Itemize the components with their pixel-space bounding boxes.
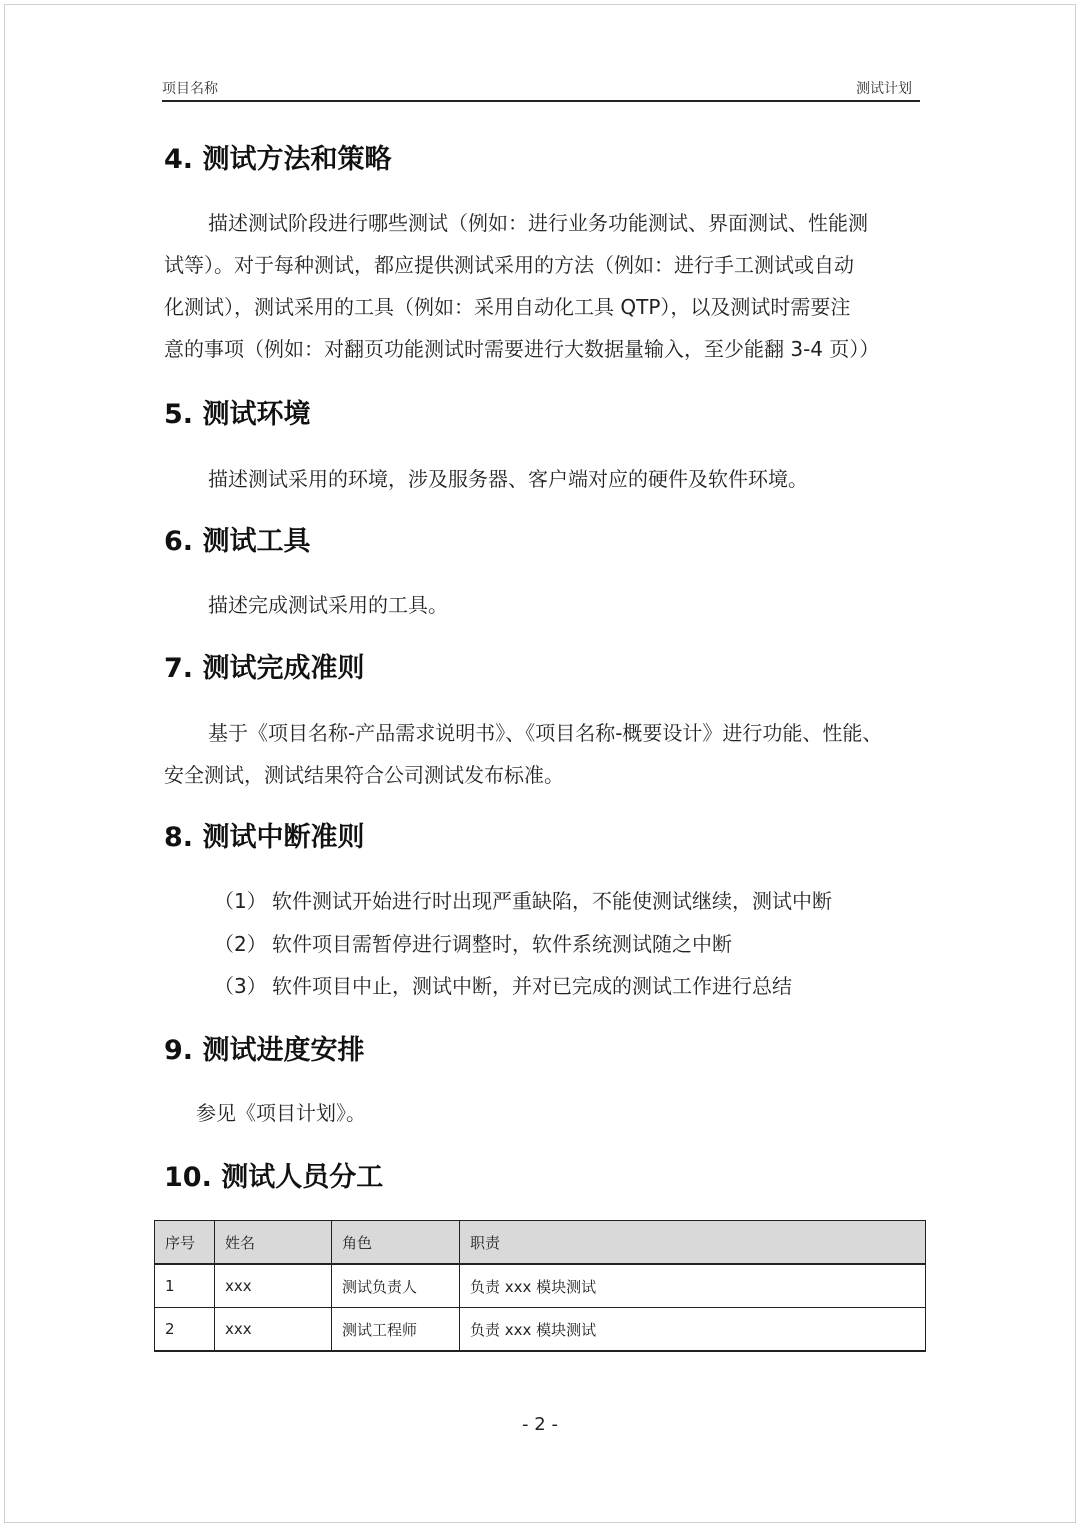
section-4-line: 化测试），测试采用的工具（例如：采用自动化工具 QTP），以及测试时需要注 xyxy=(164,295,851,319)
list-item xyxy=(214,886,832,916)
section-5-title: 5. 测试环境 xyxy=(164,399,311,430)
section-7-title: 7. 测试完成准则 xyxy=(164,653,365,684)
section-4-title: 4. 测试方法和策略 xyxy=(164,144,392,175)
cell-index: 1 xyxy=(155,1264,215,1308)
table-row xyxy=(155,1308,926,1352)
section-8-title: 8. 测试中断准则 xyxy=(164,822,365,853)
section-4-line: 试等）。对于每种测试，都应提供测试采用的方法（例如：进行手工测试或自动 xyxy=(164,253,854,277)
cell-role: 测试负责人 xyxy=(332,1264,460,1308)
table-row xyxy=(155,1264,926,1308)
list-item-text: 软件项目中止，测试中断，并对已完成的测试工作进行总结 xyxy=(272,974,792,998)
section-6-title: 6. 测试工具 xyxy=(164,526,311,557)
section-4-body xyxy=(164,202,924,370)
section-7-line: 基于《项目名称-产品需求说明书》、《项目名称-概要设计》进行功能、性能、 xyxy=(208,721,883,745)
header-project-name: 项目名称 xyxy=(162,81,218,97)
list-item-text: 软件测试开始进行时出现严重缺陷，不能使测试继续，测试中断 xyxy=(272,889,832,913)
section-7-body xyxy=(164,712,924,796)
staff-table xyxy=(154,1220,926,1352)
list-item xyxy=(214,929,732,959)
column-header-name: 姓名 xyxy=(215,1221,332,1265)
cell-index: 2 xyxy=(155,1308,215,1352)
section-6-text: 描述完成测试采用的工具。 xyxy=(208,593,448,617)
column-header-duty: 职责 xyxy=(460,1221,926,1265)
cell-role: 测试工程师 xyxy=(332,1308,460,1352)
list-item xyxy=(214,971,792,1001)
section-4-line: 意的事项（例如：对翻页功能测试时需要进行大数据量输入，至少能翻 3-4 页）） xyxy=(164,337,880,361)
section-5-text: 描述测试采用的环境，涉及服务器、客户端对应的硬件及软件环境。 xyxy=(208,467,808,491)
list-item-number: （1） xyxy=(214,889,267,913)
section-10-title: 10. 测试人员分工 xyxy=(164,1162,384,1193)
table-header-row xyxy=(155,1221,926,1265)
list-item-number: （2） xyxy=(214,932,267,956)
section-9-text: 参见《项目计划》。 xyxy=(196,1101,366,1125)
header-doc-title: 测试计划 xyxy=(856,81,912,97)
page-header xyxy=(162,76,920,102)
cell-duty: 负责 xxx 模块测试 xyxy=(460,1308,926,1352)
cell-name: xxx xyxy=(215,1264,332,1308)
section-9-title: 9. 测试进度安排 xyxy=(164,1035,365,1066)
section-7-line: 安全测试，测试结果符合公司测试发布标准。 xyxy=(164,763,564,787)
list-item-number: （3） xyxy=(214,974,267,998)
cell-name: xxx xyxy=(215,1308,332,1352)
column-header-role: 角色 xyxy=(332,1221,460,1265)
list-item-text: 软件项目需暂停进行调整时，软件系统测试随之中断 xyxy=(272,932,732,956)
section-4-line: 描述测试阶段进行哪些测试（例如：进行业务功能测试、界面测试、性能测 xyxy=(208,211,868,235)
column-header-index: 序号 xyxy=(155,1221,215,1265)
cell-duty: 负责 xxx 模块测试 xyxy=(460,1264,926,1308)
page-number: - 2 - xyxy=(522,1414,558,1435)
